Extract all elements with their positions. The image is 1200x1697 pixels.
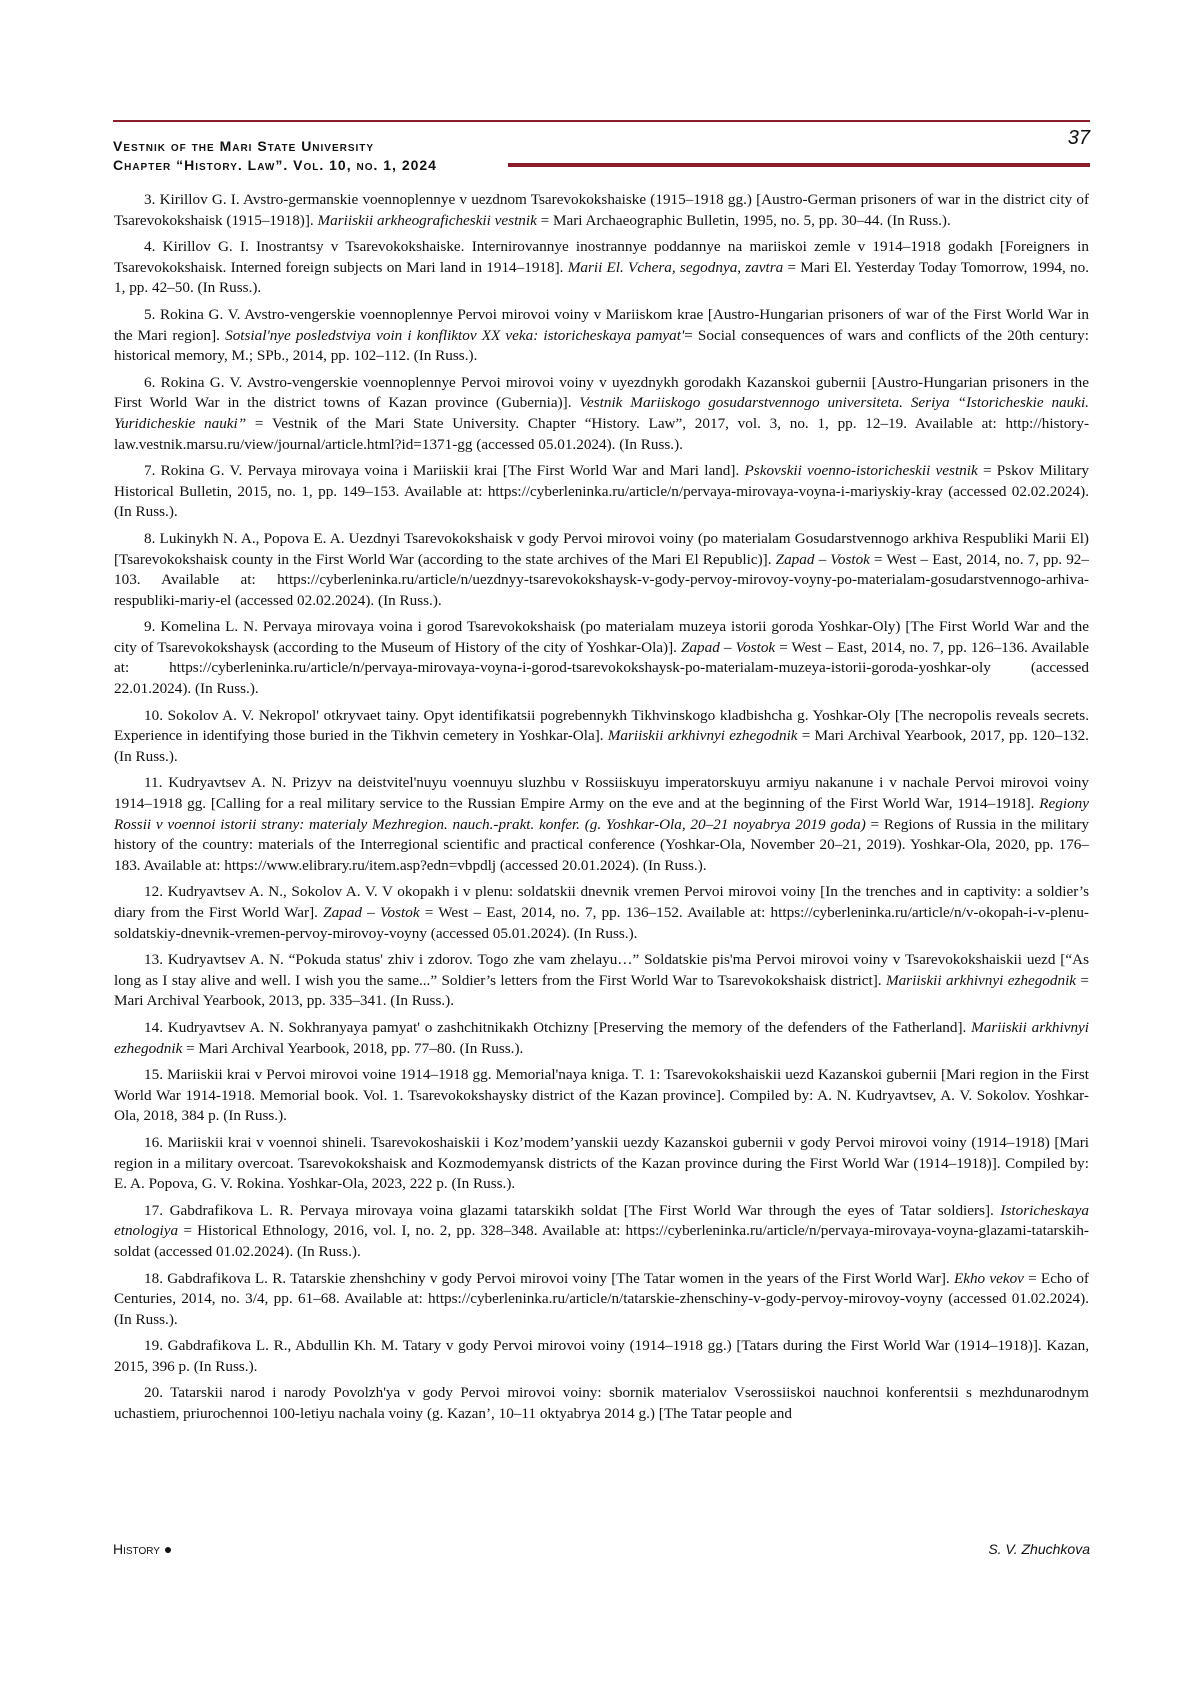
reference-text: 11. Kudryavtsev A. N. Prizyv na deistvitel'nuyu voennuyu sluzhbu v Rossiiskuyu imperatorskuyu armiyu nakanune i v nachale Pervoi mirovoi voiny 1914–1918 gg. [Calling for a real military service to the Russian Empire Army on the eve and at the beginning of the First World War, 1914–1918]. (114, 774, 1089, 813)
reference-source-italic: Zapad – Vostok (775, 550, 870, 568)
reference-source-italic: Zapad – Vostok (323, 904, 420, 921)
reference-item (114, 706, 1089, 768)
reference-item (114, 237, 1089, 299)
reference-text: = Echo of Centuries, 2014, no. 3/4, pp. 61–68. Available at: https://cyberleninka.ru/article/n/tatarskie-zhenschiny-v-gody-pervoy-mirovoy-voyny (accessed 01.02.2024). (In Russ.). (114, 1269, 1089, 1328)
reference-item (114, 190, 1089, 231)
footer-author: S. V. Zhuchkova (988, 1541, 1090, 1557)
reference-item (114, 461, 1089, 523)
reference-item (114, 950, 1089, 1012)
header-top-rule (113, 120, 1090, 122)
reference-item (114, 1133, 1089, 1195)
page-number: 37 (1067, 127, 1090, 149)
reference-text: 14. Kudryavtsev A. N. Sokhranyaya pamyat' o zashchitnikakh Otchizny [Preserving the memory of the defenders of the Fatherland]. (144, 1018, 972, 1036)
reference-text: = Regions of Russia in the military history of the country: materials of the Interregional scientific and practical conference (Yoshkar-Ola, November 20–21, 2019). Yoshkar-Ola, 2020, pp. 176–183. Available at: https://www.elibrary.ru/item.asp?edn=vbpdlj (accessed 20.01.2024). (In Russ.). (114, 815, 1089, 874)
reference-source-italic: Vestnik Mariiskogo gosudarstvennogo universiteta. Seriya “Istoricheskie nauki. Yuridicheskie nauki” (114, 394, 1089, 432)
header-bar (508, 163, 1090, 167)
reference-text: 17. Gabdrafikova L. R. Pervaya mirovaya voina glazami tatarskikh soldat [The First World War through the eyes of Tatar soldiers]. (144, 1201, 1001, 1219)
reference-text: = West – East, 2014, no. 7, pp. 92–103. Available at: https://cyberleninka.ru/article/n/uezdnyy-tsarevokokshaysk-v-gody-pervoy-mirovoy-voyny-po-materialam-gosudarstvennogo-arhiva-respubliki-mariy-el (accessed 02.02.2024). (In Russ.). (114, 550, 1089, 609)
reference-text: 8. Lukinykh N. A., Popova E. A. Uezdnyi Tsarevokokshaisk v gody Pervoi mirovoi voiny (po materialam Gosudarstvennogo arkhiva Respubliki Marii El) [Tsarevokokshaisk county in the First World War (according to the state archives of the Mari El Republic)]. (114, 529, 1089, 568)
reference-text: = West – East, 2014, no. 7, pp. 126–136. Available at: https://cyberleninka.ru/article/n/pervaya-mirovaya-voyna-i-gorod-tsarevokokshaysk-po-materialam-muzeya-istorii-goroda-yoshkar-oly (accessed 22.01.2024). (In Russ.). (114, 638, 1089, 698)
reference-source-italic: Marii El. Vchera, segodnya, zavtra (567, 258, 784, 276)
reference-item (114, 1383, 1089, 1424)
reference-text: 18. Gabdrafikova L. R. Tatarskie zhenshchiny v gody Pervoi mirovoi voiny [The Tatar women in the years of the First World War]. (144, 1269, 954, 1287)
reference-text: 6. Rokina G. V. Avstro-vengerskie voennoplennye Pervoi mirovoi voiny v uyezdnykh gorodakh Kazanskoi gubernii [Austro-Hungarian prisoners in the First World War in the district towns of Kazan province (Gubernia)]. (114, 373, 1089, 412)
reference-item (114, 617, 1089, 699)
reference-source-italic: Ekho vekov (953, 1269, 1024, 1287)
reference-source-italic: Mariiskii arkheograficheskii vestnik (317, 211, 537, 229)
reference-text: = Mari Archival Yearbook, 2017, pp. 120–132. (In Russ.). (114, 727, 1089, 765)
reference-text: 4. Kirillov G. I. Inostrantsy v Tsarevokokshaiske. Internirovannye inostrannye poddannye na mariiskoi zemle v 1914–1918 godakh [Foreigners in Tsarevokokshaisk. Interned foreign subjects on Mari land in 1914–1918]. (114, 238, 1089, 276)
reference-text: 3. Kirillov G. I. Avstro-germanskie voennoplennye v uezdnom Tsarevokokshaiske (1915–1918 gg.) [Austro-German prisoners of war in the district city of Tsarevokokshaisk (1915–1918)]. (114, 191, 1089, 229)
reference-text: = Pskov Military Historical Bulletin, 2015, no. 1, pp. 149–153. Available at: https://cyberleninka.ru/article/n/pervaya-mirovaya-voyna-i-mariyskiy-kray (accessed 02.02.2024). (In Russ.). (114, 462, 1089, 521)
reference-text: 16. Mariiskii krai v voennoi shineli. Tsarevokoshaiskii i Koz’modem’yanskii uezdy Kazanskoi gubernii v gody Pervoi mirovoi voiny (1914–1918) [Mari region in a military overcoat. Tsarevokokshaisk and Kozmodemyansk districts of the Kazan province during the First World War (1914–1918)]. Compiled by: E. A. Popova, G. V. Rokina. Yoshkar-Ola, 2023, 222 p. (In Russ.). (114, 1133, 1089, 1193)
reference-text: 13. Kudryavtsev A. N. “Pokuda status' zhiv i zdorov. Togo zhe vam zhelayu…” Soldatskie pis'ma Pervoi mirovoi voiny v Tsarevokokshaiskii uezd [“As long as I stay alive and well. I wish you the same...” Soldier’s letters from the First World War to Tsarevokokshaisk district]. (114, 951, 1089, 989)
reference-text: 9. Komelina L. N. Pervaya mirovaya voina i gorod Tsarevokokshaisk (po materialam muzeya istorii goroda Yoshkar-Oly) [The First World War and the city of Tsarevokokshaysk (according to the Museum of History of the city of Yoshkar-Ola)]. (114, 618, 1089, 656)
reference-source-italic: Zapad – Vostok (681, 638, 776, 656)
reference-text: 10. Sokolov A. V. Nekropol' otkryvaet tainy. Opyt identifikatsii pogrebennykh Tikhvinskogo kladbishcha g. Yoshkar-Oly [The necropolis reveals secrets. Experience in identifying those buried in the Tikhvin cemetery in Yoshkar-Ola]. (114, 706, 1089, 745)
reference-text: = Social consequences of wars and conflicts of the 20th century: historical memory, M.; SPb., 2014, pp. 102–112. (In Russ.). (114, 326, 1089, 365)
reference-text: 12. Kudryavtsev A. N., Sokolov A. V. V okopakh i v plenu: soldatskii dnevnik vremen Pervoi mirovoi voiny [In the trenches and in captivity: a soldier’s diary from the First World War]. (114, 883, 1089, 921)
reference-item (114, 882, 1089, 944)
reference-text: 15. Mariiskii krai v Pervoi mirovoi voine 1914–1918 gg. Memorial'naya kniga. T. 1: Tsarevokokshaiskii uezd Kazanskoi gubernii [Mari region in the First World War 1914-1918. Memorial book. Vol. 1. Tsarevokokshaysky district of the Kazan province]. Compiled by: A. N. Kudryavtsev, A. V. Sokolov. Yoshkar-Ola, 2018, 384 p. (In Russ.). (114, 1066, 1089, 1125)
journal-chapter: Chapter “History. Law”. Vol. 10, no. 1, 2024 (113, 157, 437, 173)
footer-section: History ● (113, 1541, 173, 1557)
reference-text: = Mari Archaeographic Bulletin, 1995, no. 5, pp. 30–44. (In Russ.). (536, 211, 951, 229)
reference-text: = Mari Archival Yearbook, 2018, pp. 77–80. (In Russ.). (182, 1039, 524, 1057)
reference-text: 19. Gabdrafikova L. R., Abdullin Kh. M. Tatary v gody Pervoi mirovoi voiny (1914–1918 gg.) [Tatars during the First World War (1914–1918)]. Kazan, 2015, 396 p. (In Russ.). (114, 1337, 1089, 1375)
reference-text: = Vestnik of the Mari State University. Chapter “History. Law”, 2017, vol. 3, no. 1, pp. 12–19. Available at: http://history-law.vestnik.marsu.ru/view/journal/article.html?id=1371-gg (accessed 05.01.2024). (In Russ.). (114, 414, 1090, 453)
reference-text: = West – East, 2014, no. 7, pp. 136–152. Available at: https://cyberleninka.ru/article/n/v-okopah-i-v-plenu-soldatskiy-dnevnik-vremen-pervoy-mirovoy-voyny (accessed 05.01.2024). (In Russ.). (114, 904, 1089, 942)
reference-item (114, 529, 1089, 611)
reference-list (114, 190, 1089, 1431)
reference-item (114, 1018, 1089, 1059)
reference-text: 5. Rokina G. V. Avstro-vengerskie voennoplennye Pervoi mirovoi voiny v Mariiskom krae [Austro-Hungarian prisoners of war of the First World War in the Mari region]. (114, 305, 1089, 344)
reference-source-italic: Regiony Rossii v voennoi istorii strany: materialy Mezhregion. nauch.-prakt. konfer. (g. Yoshkar-Ola, 20–21 noyabrya 2019 goda) (114, 795, 1089, 833)
reference-text: = Mari El. Yesterday Today Tomorrow, 1994, no. 1, pp. 42–50. (In Russ.). (114, 258, 1090, 297)
reference-item (114, 305, 1089, 367)
reference-source-italic: Mariiskii arkhivnyi ezhegodnik (114, 1018, 1089, 1057)
reference-item (114, 1201, 1089, 1263)
reference-text: 7. Rokina G. V. Pervaya mirovaya voina i Mariiskii krai [The First World War and Mari land]. (144, 462, 745, 480)
reference-source-italic: Sotsial'nye posledstviya voin i konfliktov XX veka: istoricheskaya pamyat' (225, 326, 685, 344)
journal-name: Vestnik of the Mari State University (113, 138, 375, 154)
reference-text: 20. Tatarskii narod i narody Povolzh'ya v gody Pervoi mirovoi voiny: sbornik materialov Vserossiiskoi nauchnoi konferentsii s mezhdunarodnym uchastiem, priurochennoi 100-letiyu nachala voiny (g. Kazan’, 10–11 oktyabrya 2014 g.) [The Tatar people and (114, 1384, 1089, 1423)
reference-text: = Historical Ethnology, 2016, vol. I, no. 2, pp. 328–348. Available at: https://cyberleninka.ru/article/n/pervaya-mirovaya-voyna-glazami-tatarskih-soldat (accessed 01.02.2024). (In Russ.). (114, 1222, 1089, 1260)
reference-source-italic: Pskovskii voenno-istoricheskii vestnik (744, 462, 978, 480)
reference-item (114, 373, 1089, 455)
reference-source-italic: Mariiskii arkhivnyi ezhegodnik (885, 971, 1077, 989)
reference-item (114, 1065, 1089, 1127)
reference-text: = Mari Archival Yearbook, 2013, pp. 335–341. (In Russ.). (114, 971, 1089, 1010)
reference-source-italic: Mariiskii arkhivnyi ezhegodnik (607, 727, 798, 745)
reference-item (114, 773, 1089, 876)
reference-item (114, 1336, 1089, 1377)
reference-source-italic: Istoricheskaya etnologiya (114, 1201, 1089, 1240)
reference-item (114, 1269, 1089, 1331)
